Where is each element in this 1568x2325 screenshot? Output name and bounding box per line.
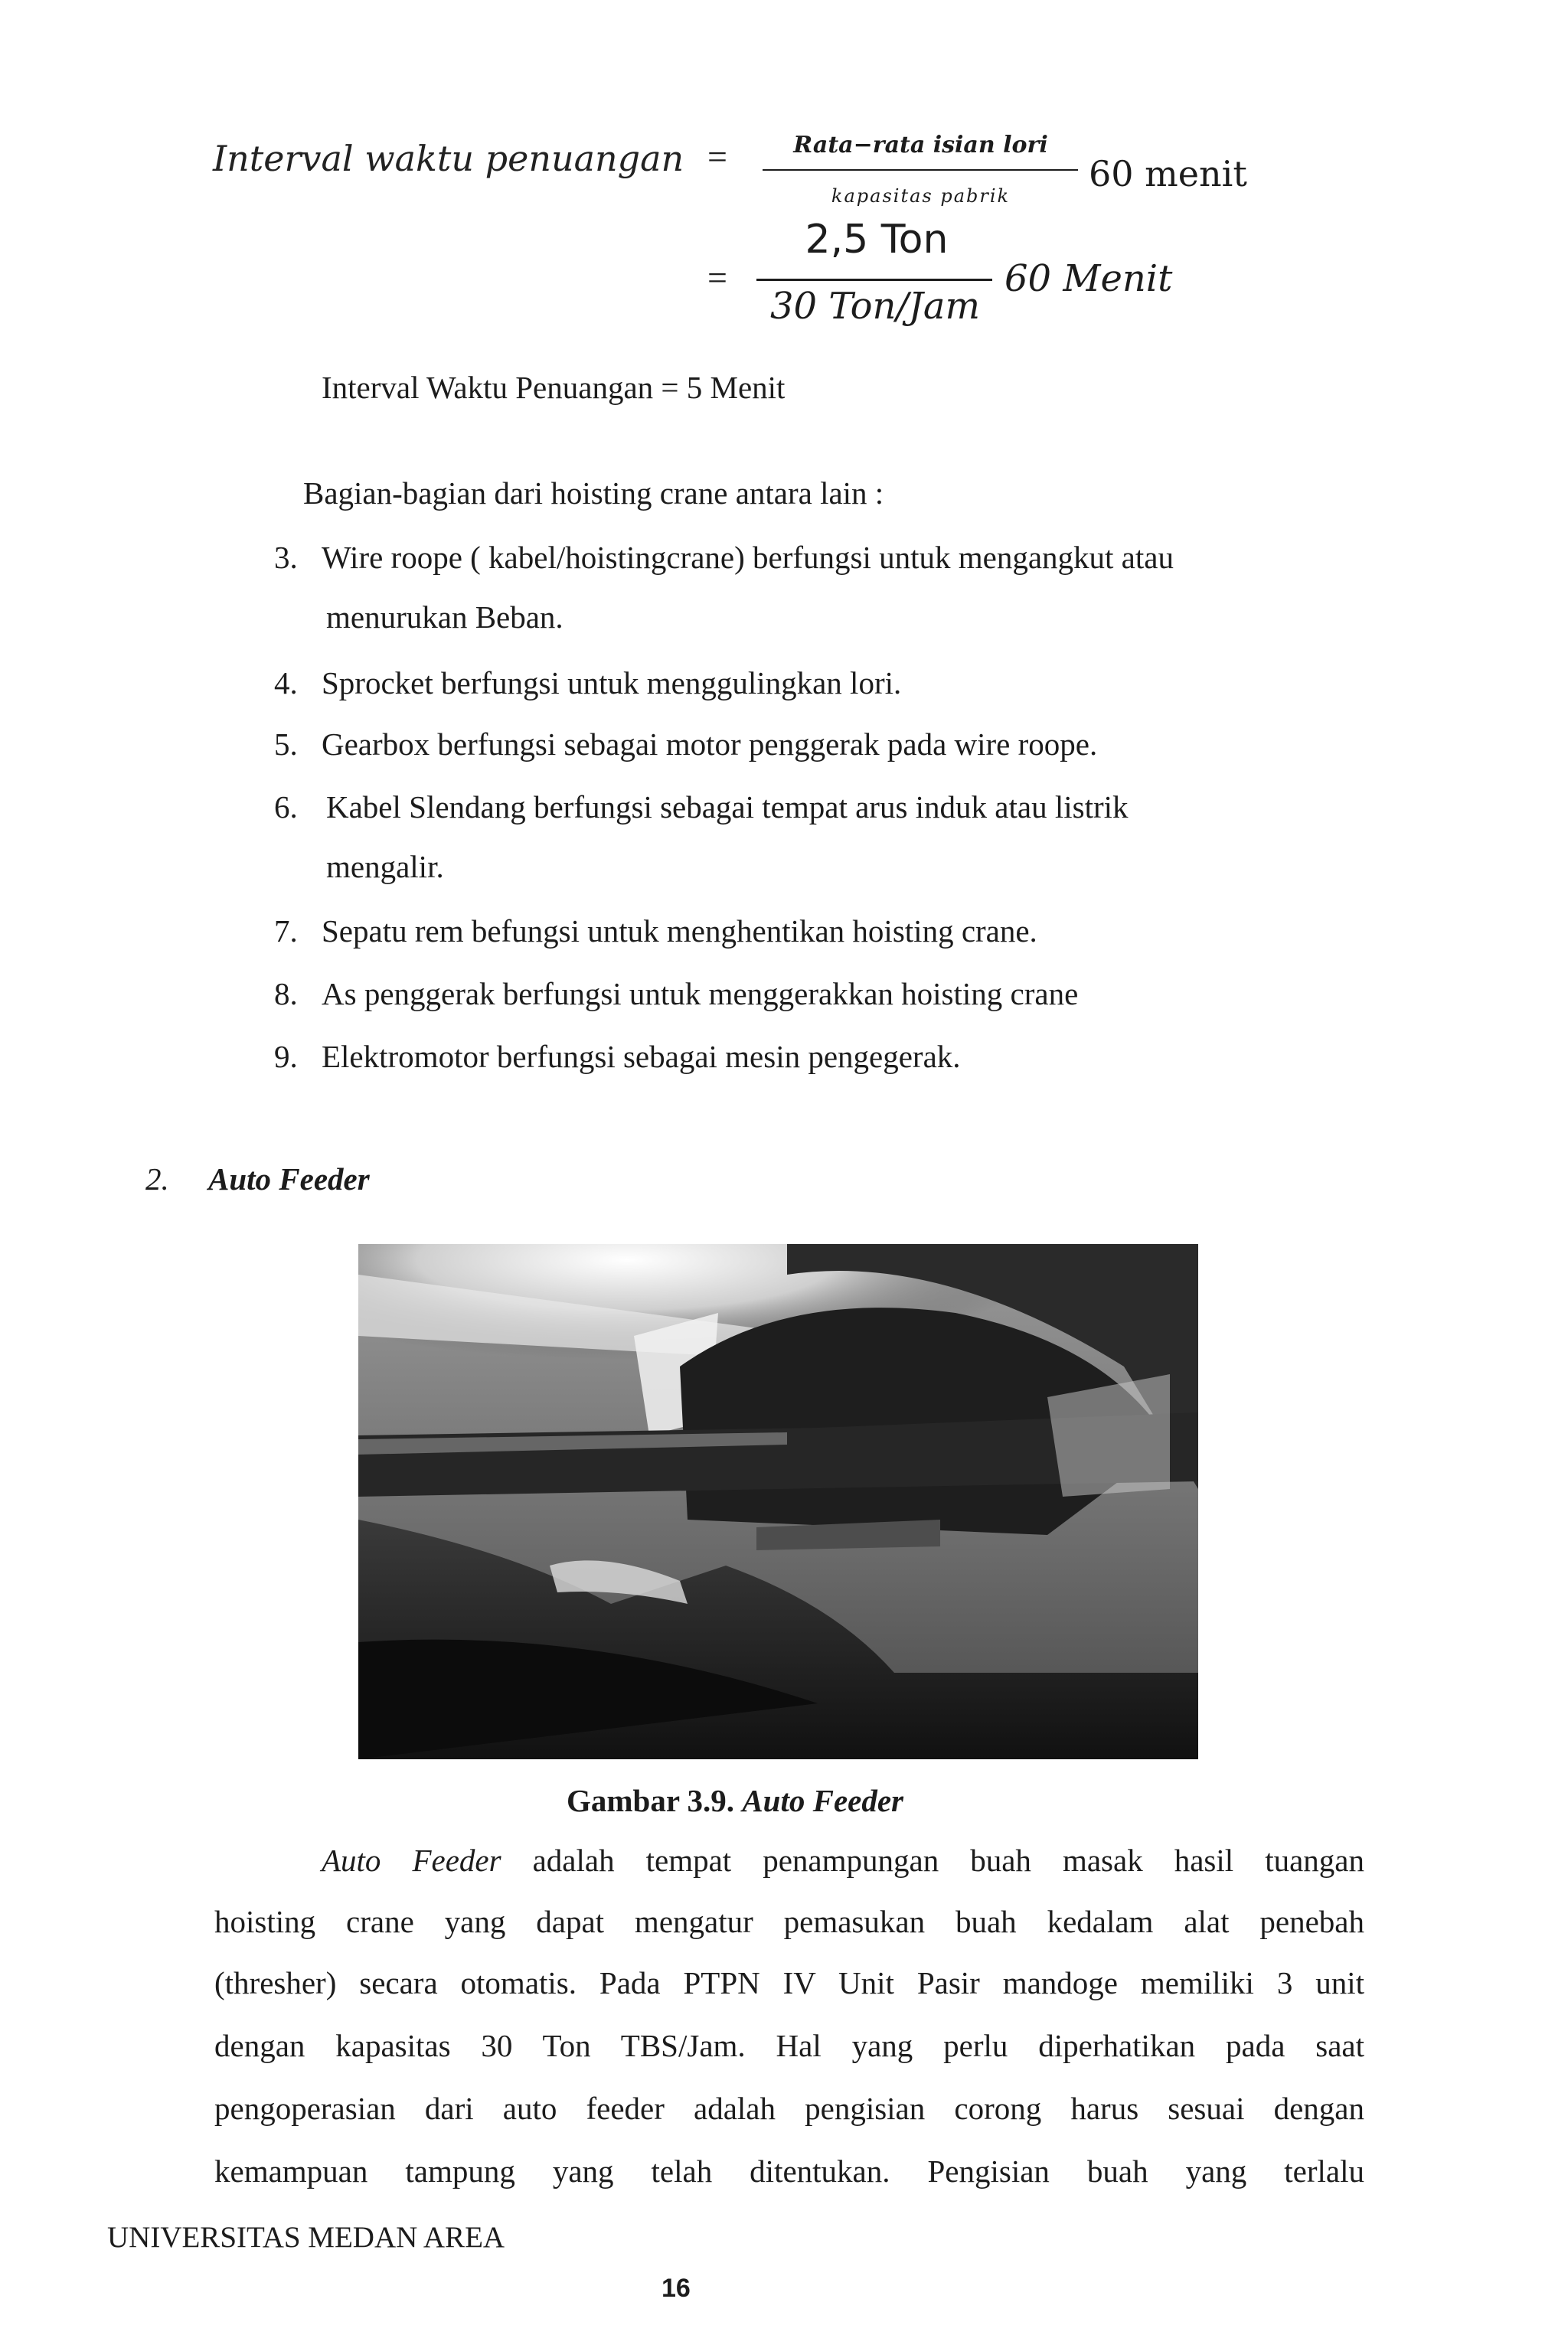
fraction-bar-2: [756, 279, 992, 281]
formula-denominator-2: 30 Ton/Jam: [770, 285, 980, 328]
formula-multiplier-1: 60 menit: [1089, 153, 1247, 194]
list-number: 8.: [274, 976, 298, 1011]
result-line: Interval Waktu Penuangan = 5 Menit: [322, 370, 786, 405]
list-text: Elektromotor berfungsi sebagai mesin pengegerak.: [322, 1039, 961, 1074]
list-number: 4.: [274, 665, 298, 700]
auto-feeder-image: [358, 1244, 1198, 1759]
list-text-continued: menurukan Beban.: [326, 599, 564, 635]
paragraph-line-2: hoisting crane yang dapat mengatur pemasukan buah kedalam alat penebah: [214, 1904, 1364, 1939]
formula-numerator-1: Rata−rata isian lori: [793, 132, 1048, 158]
formula-equals-2: =: [707, 258, 727, 297]
figure-title: Auto Feeder: [742, 1783, 903, 1818]
fraction-bar-1: [763, 169, 1078, 171]
list-text: Gearbox berfungsi sebagai motor penggerak pada wire roope.: [322, 727, 1098, 762]
paragraph-line-5: pengoperasian dari auto feeder adalah pengisian corong harus sesuai dengan: [214, 2091, 1364, 2126]
list-text: Sepatu rem befungsi untuk menghentikan hoisting crane.: [322, 913, 1037, 949]
list-text: Kabel Slendang berfungsi sebagai tempat arus induk atau listrik: [326, 789, 1129, 825]
formula-equals-1: =: [707, 137, 727, 176]
paragraph-line-6: kemampuan tampung yang telah ditentukan. Pengisian buah yang terlalu: [214, 2154, 1364, 2189]
formula-denominator-1: kapasitas pabrik: [831, 185, 1011, 207]
formula-multiplier-2: 60 Menit: [1004, 257, 1173, 300]
paragraph-line-4: dengan kapasitas 30 Ton TBS/Jam. Hal yang perlu diperhatikan pada saat: [214, 2028, 1364, 2063]
footer-university: UNIVERSITAS MEDAN AREA: [107, 2221, 505, 2254]
list-text: As penggerak berfungsi untuk menggerakkan hoisting crane: [322, 976, 1079, 1011]
parts-intro: Bagian-bagian dari hoisting crane antara lain :: [303, 475, 884, 511]
list-number: 9.: [274, 1039, 298, 1074]
formula-numerator-2: 2,5 Ton: [805, 217, 949, 263]
paragraph-line-3: (thresher) secara otomatis. Pada PTPN IV Unit Pasir mandoge memiliki 3 unit: [214, 1965, 1364, 2000]
page-number: 16: [662, 2274, 691, 2303]
list-text-continued: mengalir.: [326, 849, 444, 884]
list-text: Wire roope ( kabel/hoistingcrane) berfungsi untuk mengangkut atau: [322, 540, 1174, 575]
section-number: 2.: [145, 1161, 169, 1197]
paragraph-text: adalah tempat penampungan buah masak hasil tuangan: [501, 1843, 1364, 1878]
list-text: Sprocket berfungsi untuk menggulingkan lori.: [322, 665, 902, 700]
section-title: Auto Feeder: [208, 1161, 370, 1197]
list-number: 6.: [274, 789, 298, 825]
list-number: 7.: [274, 913, 298, 949]
formula-lhs: Interval waktu penuangan: [213, 138, 684, 179]
list-number: 5.: [274, 727, 298, 762]
figure-label: Gambar 3.9.: [567, 1783, 735, 1818]
paragraph-line-1: [322, 1842, 1364, 1879]
term-auto-feeder: Auto Feeder: [322, 1843, 501, 1878]
auto-feeder-photo: [358, 1244, 1198, 1759]
list-number: 3.: [274, 540, 298, 575]
figure-caption: [567, 1782, 903, 1819]
